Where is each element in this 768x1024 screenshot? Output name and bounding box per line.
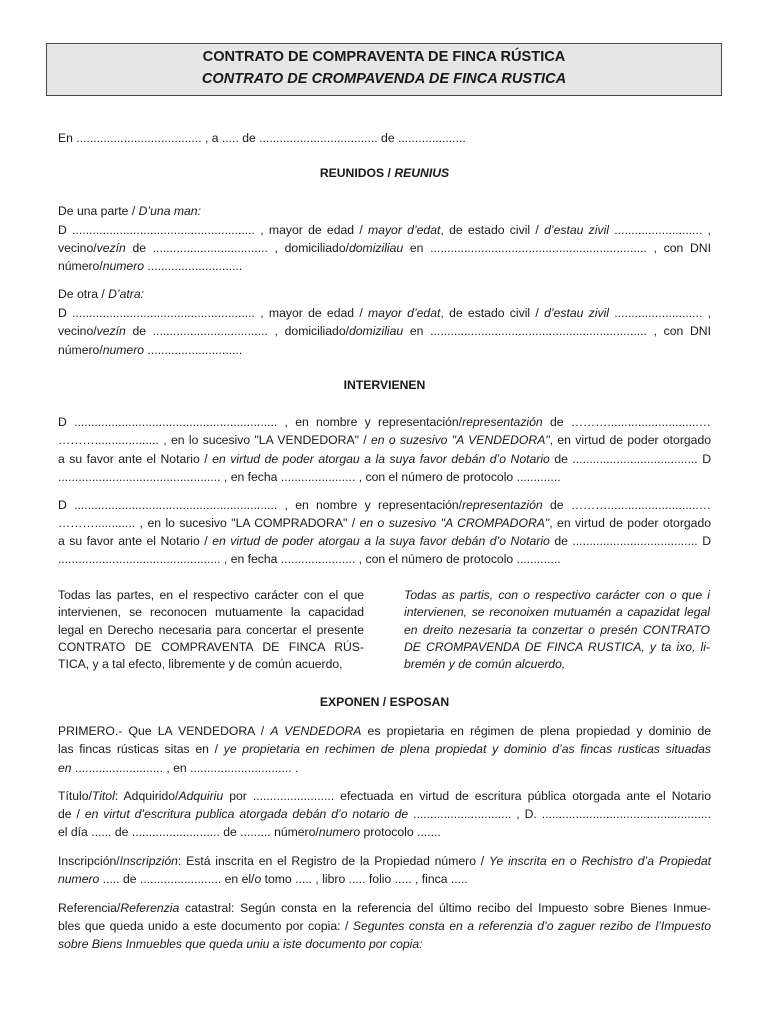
inscripcion-line2: numero ..... de ........................ en el/o tomo ..... , libro ..... folio ..... , finca ..... bbox=[58, 872, 468, 886]
left-column-spanish bbox=[58, 587, 364, 673]
part2-line2: vecino/vezín de .................................. , domiciliado/domiziliau en ................................................................ , con DNI bbox=[58, 324, 711, 338]
inscripcion-line1: Inscripción/Inscripzión: Está inscrita en el Registro de la Propiedad número / Ye inscrita en o Rechistro d’a Propiedat bbox=[58, 854, 711, 868]
titulo-line1: Título/Titol: Adquirido/Adquiriu por ........................ efectuada en virtud de escritura pública otorgada ante el Notario bbox=[58, 789, 711, 803]
right-col-line: Todas as partis, con o respectivo carácter con o que i bbox=[404, 588, 710, 602]
referencia-line1: Referencia/Referenzia catastral: Según consta en la referencia del último recibo del Impuesto sobre Bienes Inmue- bbox=[58, 901, 711, 915]
title-aragonese: CONTRATO DE CROMPAVENDA DE FINCA RUSTICA bbox=[201, 71, 567, 87]
part2-heading: De otra / D’atra: bbox=[58, 287, 145, 301]
primero-line3: en .......................... , en .............................. . bbox=[58, 761, 299, 775]
right-col-line: en dreito nezesaria ta conzertar o presén CONTRATO bbox=[404, 622, 710, 637]
vend-line3: a su favor ante el Notario / en virtud de poder atorgau a la suya favor debán d’o Notario de ..................................... D bbox=[58, 452, 712, 466]
right-column-aragonese bbox=[404, 587, 710, 673]
vend-line1: D ............................................................ , en nombre y representación/representazión de ………...........................… bbox=[58, 415, 711, 429]
title-spanish: CONTRATO DE COMPRAVENTA DE FINCA RÚSTICA bbox=[202, 49, 566, 65]
heading-exponen: EXPONEN / ESPOSAN bbox=[319, 695, 450, 709]
left-col-line: Todas las partes, en el respectivo carácter con el que bbox=[58, 588, 364, 602]
comp-line3: a su favor ante el Notario / en virtud de poder atorgau a la suya favor debán d’o Notario de ..................................... D bbox=[58, 534, 712, 548]
part1-line1: D ...................................................... , mayor de edad / mayor d’edat, de estado civil / d’estau zivil .......................... , bbox=[58, 223, 712, 237]
right-col-line: intervienen, se reconoixen mutuamén a capazidat legal bbox=[404, 605, 710, 620]
titulo-line2: de / en virtut d’escritura publica atorgada debán d’o notario de ............................. , D. .................................................. bbox=[58, 807, 711, 821]
comp-line4: ................................................ , en fecha ...................... , con el número de protocolo ............. bbox=[58, 552, 561, 566]
part1-line2: vecino/vezín de .................................. , domiciliado/domiziliau en ................................................................ , con DNI bbox=[58, 241, 711, 255]
primero-line1: PRIMERO.- Que LA VENDEDORA / A VENDEDORA es propietaria en régimen de plena propiedad y dominio de bbox=[58, 724, 711, 738]
titulo-line3: el día ...... de .......................... de ......... número/numero protocolo ....... bbox=[58, 825, 441, 839]
left-col-line: CONTRATO DE COMPRAVENTA DE FINCA RÚS- bbox=[58, 639, 364, 654]
part2-line1: D ...................................................... , mayor de edad / mayor d’edat, de estado civil / d’estau zivil .......................... , bbox=[58, 306, 712, 320]
vend-line2: ………................... , en lo sucesivo "LA VENDEDORA" / en o suzesivo "A VENDEDORA", en virtud de poder otorgado bbox=[58, 433, 711, 447]
part1-heading: De una parte / D’una man: bbox=[58, 204, 201, 218]
right-col-line: bremén y de común alcuerdo, bbox=[404, 657, 566, 672]
title-box bbox=[46, 43, 722, 96]
referencia-line2: bles que queda unido a este documento por copia: / Seguntes consta en a referenzia d’o zaguer rezibo de l’Impuesto bbox=[58, 919, 711, 933]
comp-line1: D ............................................................ , en nombre y representación/representazión de ………...........................… bbox=[58, 498, 711, 512]
left-col-line: TICA, y a tal efecto, libremente y de común acuerdo, bbox=[58, 657, 343, 672]
left-col-line: intervienen, se reconocen mutuamente la capacidad bbox=[58, 605, 364, 620]
left-col-line: legal en Derecho necesaria para concertar el presente bbox=[58, 622, 364, 637]
vend-line4: ................................................ , en fecha ...................... , con el número de protocolo ............. bbox=[58, 470, 561, 484]
referencia-line3: sobre Biens Inmuebles que queda uniu a iste documento por copia: bbox=[58, 937, 423, 951]
heading-intervienen: INTERVIENEN bbox=[343, 378, 426, 392]
heading-reunidos: REUNIDOS / REUNIUS bbox=[319, 166, 450, 180]
right-col-line: DE CROMPAVENDA DE FINCA RUSTICA, y ta ixo, li- bbox=[404, 639, 710, 654]
part1-line3: número/numero ............................ bbox=[58, 259, 243, 273]
date-line: En ..................................... , a ..... de ................................... de .................... bbox=[58, 131, 466, 145]
primero-line2: las fincas rústicas sitas en / ye propietaria en rechimen de plena propiedat y dominio d’as fincas rusticas situadas bbox=[58, 742, 711, 756]
part2-line3: número/numero ............................ bbox=[58, 343, 243, 357]
comp-line2: ………............ , en lo sucesivo "LA COMPRADORA" / en o suzesivo "A CROMPADORA", en virtud de poder otorgado bbox=[58, 516, 712, 530]
